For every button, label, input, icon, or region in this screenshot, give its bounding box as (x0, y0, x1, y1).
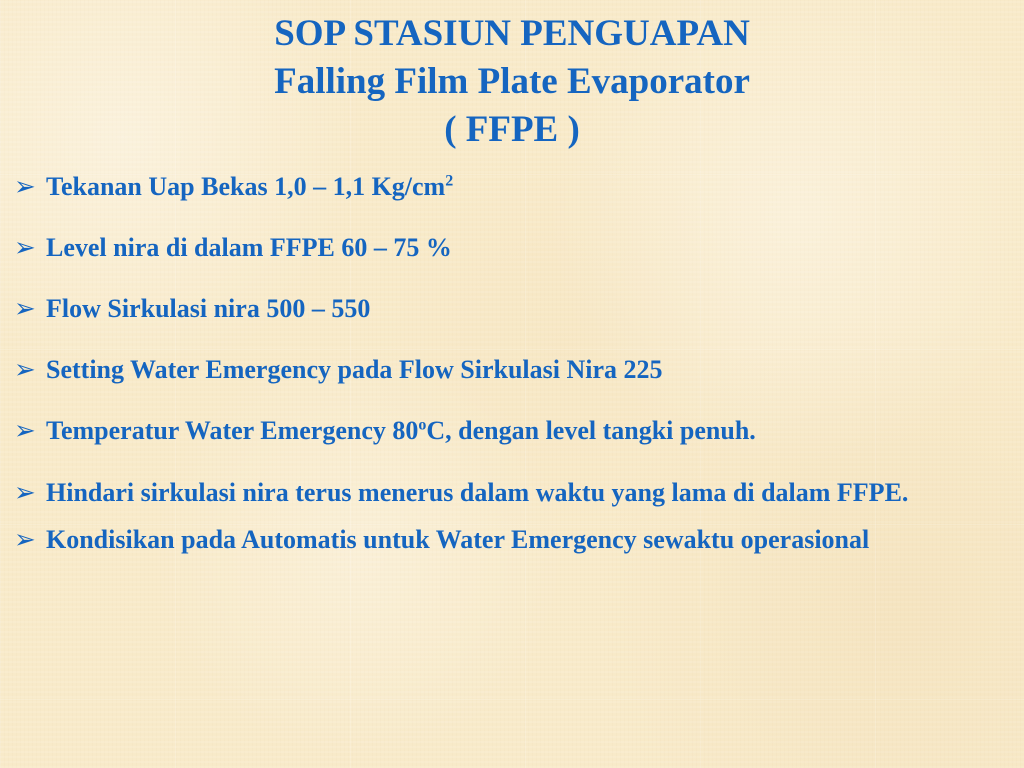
bullet-text: Flow Sirkulasi nira 500 – 550 (46, 294, 371, 323)
bullet-text: Level nira di dalam FFPE 60 – 75 % (46, 233, 452, 262)
bullet-item (14, 294, 1014, 324)
bullet-text: Temperatur Water Emergency 80 (46, 416, 419, 445)
bullet-text: Hindari sirkulasi nira terus menerus dalam waktu yang lama di dalam FFPE. (46, 478, 909, 507)
bullet-item (14, 172, 1014, 202)
title-line-3: ( FFPE ) (444, 109, 580, 150)
bullet-text: Kondisikan pada Automatis untuk Water Emergency sewaktu operasional (46, 524, 870, 554)
arrow-bullet-icon: ➢ (14, 294, 36, 323)
bullet-superscript: 2 (445, 172, 454, 190)
slide-title (0, 10, 1024, 154)
bullet-text: Tekanan Uap Bekas 1,0 – 1,1 Kg/cm (46, 172, 446, 201)
arrow-bullet-icon: ➢ (14, 478, 36, 507)
bullet-item (14, 233, 1014, 263)
arrow-bullet-icon: ➢ (14, 172, 36, 201)
bullet-item (14, 509, 1014, 571)
title-line-1: SOP STASIUN PENGUAPAN (274, 13, 750, 54)
bullet-text-continued: C, dengan level tangki penuh. (426, 416, 756, 445)
arrow-bullet-icon: ➢ (14, 233, 36, 262)
bullet-item (14, 416, 1014, 446)
arrow-bullet-icon: ➢ (14, 355, 36, 384)
bullet-superscript: o (418, 416, 427, 434)
bullet-list (14, 172, 1014, 570)
bullet-item (14, 355, 1014, 385)
title-line-2: Falling Film Plate Evaporator (274, 61, 750, 102)
arrow-bullet-icon: ➢ (14, 416, 36, 445)
arrow-bullet-icon: ➢ (14, 524, 36, 554)
bullet-text: Setting Water Emergency pada Flow Sirkulasi Nira 225 (46, 355, 663, 384)
